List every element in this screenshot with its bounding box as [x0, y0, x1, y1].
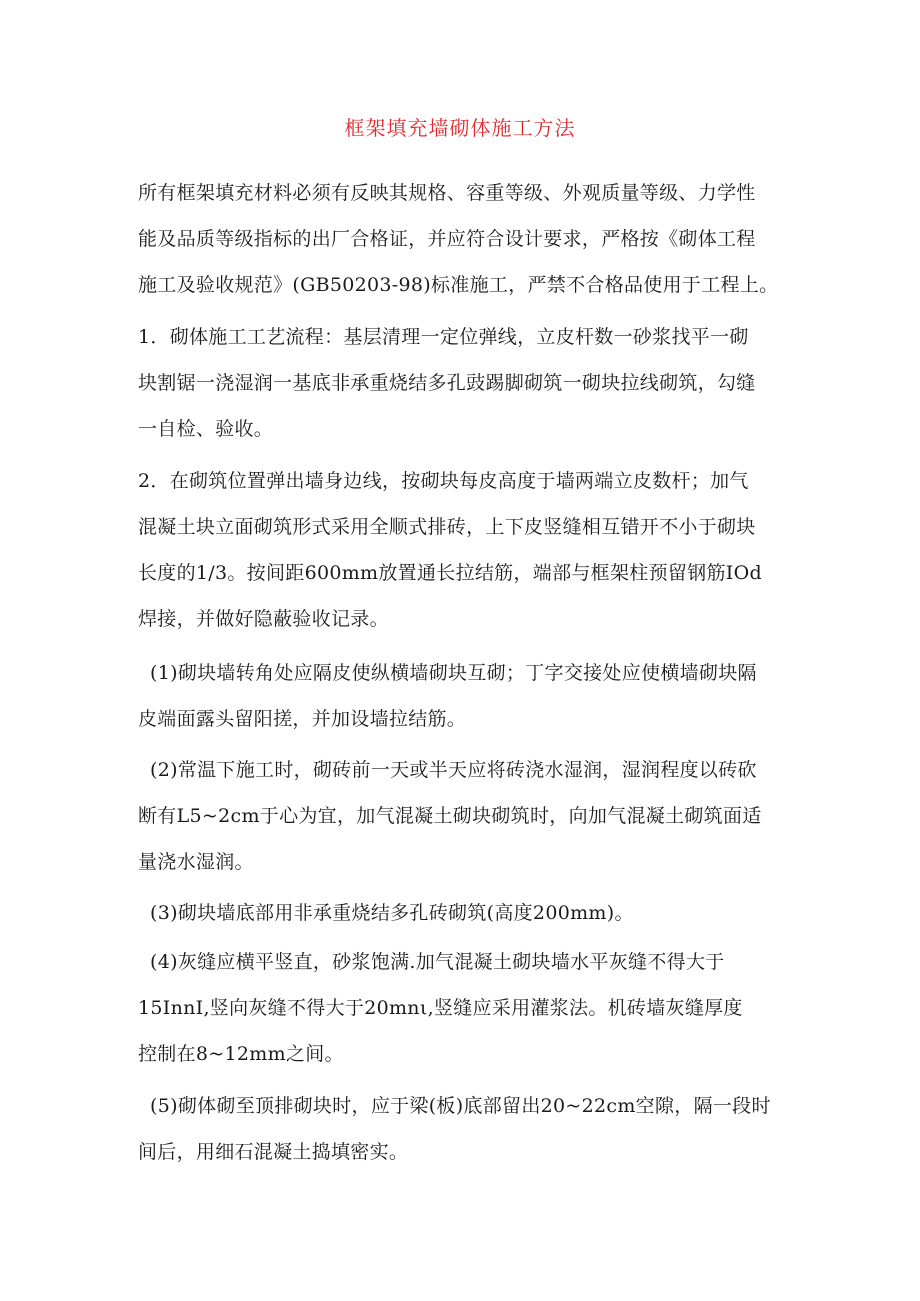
- paragraph-item-4: [138, 939, 810, 1077]
- paragraph-step-1: [138, 314, 798, 452]
- text-line: 能及品质等级指标的出厂合格证，并应符合设计要求，严格按《砌体工程: [138, 228, 756, 250]
- text-line: 皮端面露头留阳搓，并加设墙拉结筋。: [138, 708, 467, 730]
- text-line: (2)常温下施工时，砌砖前一天或半天应将砖浇水湿润，湿润程度以砖砍: [150, 759, 757, 781]
- text-line: (5)砌体砌至顶排砌块时，应于梁(板)底部留出20~22cm空隙，隔一段时: [150, 1095, 771, 1117]
- text-line: 所有框架填充材料必须有反映其规格、容重等级、外观质量等级、力学性: [138, 182, 756, 204]
- text-line: 块割锯一浇湿润一基底非承重烧结多孔豉踢脚砌筑一砌块拉线砌筑，勾缝: [138, 372, 756, 394]
- text-line: (1)砌块墙转角处应隔皮使纵横墙砌块互砌；丁字交接处应使横墙砌块隔: [150, 662, 757, 684]
- text-line: 一自检、验收。: [138, 418, 274, 440]
- text-line: 焊接，并做好隐蔽验收记录。: [138, 608, 389, 630]
- text-line: 间后，用细石混凝土捣填密实。: [138, 1141, 409, 1163]
- paragraph-item-3: [150, 890, 810, 936]
- text-line: 1．砌体施工工艺流程：基层清理一定位弹线，立皮杆数一砂浆找平一砌: [138, 326, 749, 348]
- text-line: 2．在砌筑位置弹出墙身边线，按砌块每皮高度于墙两端立皮数杆；加气: [138, 470, 749, 492]
- text-line: 长度的1/3。按间距600mm放置通长拉结筋，端部与框架柱预留钢筋IOd: [138, 562, 762, 584]
- text-line: 量浇水湿润。: [138, 851, 254, 873]
- paragraph-intro: [138, 170, 798, 308]
- paragraph-item-1: [138, 650, 810, 742]
- text-line: 混凝土块立面砌筑形式采用全顺式排砖，上下皮竖缝相互错开不小于砌块: [138, 516, 756, 538]
- paragraph-item-2: [138, 747, 810, 885]
- text-line: 15InnI,竖向灰缝不得大于20mnι,竖缝应采用灌浆法。机砖墙灰缝厚度: [138, 997, 743, 1019]
- text-line: (4)灰缝应横平竖直，砂浆饱满.加气混凝土砌块墙水平灰缝不得大于: [150, 951, 725, 973]
- text-line: 控制在8~12mm之间。: [138, 1043, 344, 1065]
- text-line: 断有L5~2cm于心为宜，加气混凝土砌块砌筑时，向加气混凝土砌筑面适: [138, 805, 762, 827]
- paragraph-step-2: [138, 458, 798, 642]
- text-line: 施工及验收规范》(GB50203-98)标准施工，严禁不合格品使用于工程上。: [138, 274, 779, 296]
- page-title: 框架填充墙砌体施工方法: [344, 116, 576, 140]
- paragraph-item-5: [138, 1083, 810, 1175]
- text-line: (3)砌块墙底部用非承重烧结多孔砖砌筑(高度200mm)。: [150, 902, 634, 924]
